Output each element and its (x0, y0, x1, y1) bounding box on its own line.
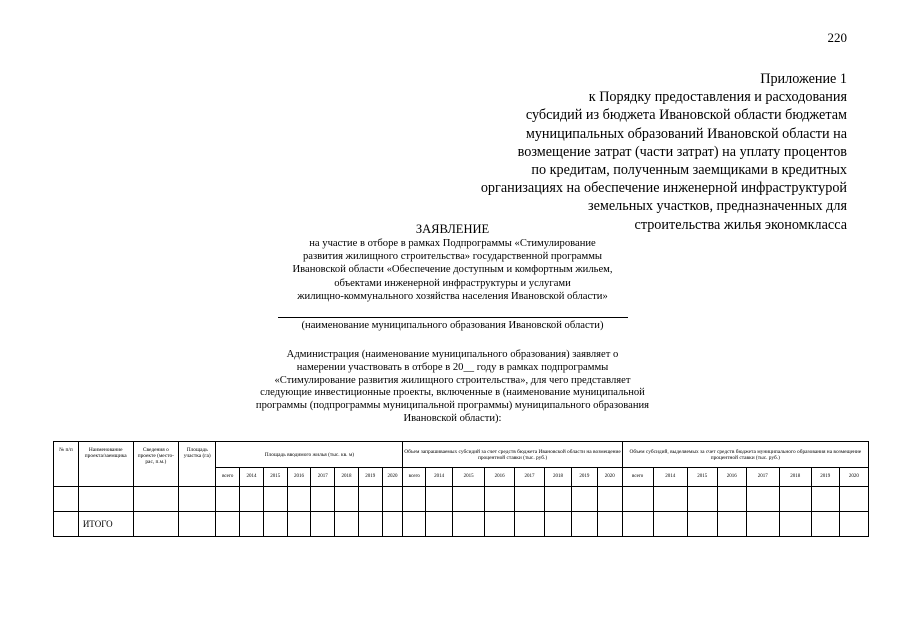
municipality-underline (278, 317, 628, 318)
header-year: 2017 (515, 468, 545, 487)
header-year: 2017 (746, 468, 779, 487)
table-cell (653, 487, 687, 512)
table-cell (133, 487, 178, 512)
header-year: 2015 (453, 468, 485, 487)
administration-text (200, 349, 705, 426)
header-year: 2016 (287, 468, 311, 487)
header-year: 2018 (779, 468, 811, 487)
header-year: 2019 (571, 468, 597, 487)
appendix-line: субсидий из бюджета Ивановской области бюджетам (525, 107, 847, 124)
table-cell (403, 512, 426, 537)
header-year: 2016 (485, 468, 515, 487)
table-cell (335, 487, 359, 512)
appendix-line: по кредитам, полученным заемщиками в кредитных (531, 162, 847, 179)
administration-line: намерении участвовать в отборе в 20__ году в рамках подпрограммы (296, 361, 609, 373)
administration-line: Ивановской области): (403, 412, 502, 424)
table-cell (179, 512, 216, 537)
header-year: 2019 (811, 468, 839, 487)
table-cell (216, 487, 240, 512)
statement-title: ЗАЯВЛЕНИЕ (415, 222, 490, 236)
table-cell (717, 487, 746, 512)
header-timing: Сведения о проекте (место-рас, п.м.) (133, 442, 178, 487)
table-cell (653, 512, 687, 537)
table-cell (382, 487, 403, 512)
header-year: 2014 (240, 468, 264, 487)
table-cell (622, 487, 653, 512)
header-subtotal: всего (403, 468, 426, 487)
table-cell (78, 487, 133, 512)
header-year: 2015 (263, 468, 287, 487)
table-cell (485, 487, 515, 512)
table-cell (571, 487, 597, 512)
total-label: ИТОГО (78, 512, 133, 537)
appendix-header (407, 70, 847, 234)
statement-block (200, 222, 705, 303)
table-cell (311, 512, 335, 537)
table-cell (335, 512, 359, 537)
table-cell (515, 512, 545, 537)
page-number: 220 (827, 30, 847, 45)
header-year: 2020 (382, 468, 403, 487)
table-cell (133, 512, 178, 537)
table-cell (453, 487, 485, 512)
municipality-caption: (наименование муниципального образования Ивановской области) (301, 320, 604, 331)
header-subtotal: всего (216, 468, 240, 487)
header-year: 2015 (687, 468, 717, 487)
header-local: Объем субсидий, выделяемых за счет средств бюджета муниципального образования на возмещение процентной ставки (тыс. руб.) (622, 442, 868, 468)
appendix-line: к Порядку предоставления и расходования (588, 89, 847, 106)
header-name: Наименование проекта/заемщика (78, 442, 133, 487)
appendix-line: строительства жилья экономкласса (634, 216, 847, 233)
header-year: 2020 (839, 468, 868, 487)
table-cell (287, 487, 311, 512)
table-cell (453, 512, 485, 537)
table-cell (545, 512, 572, 537)
total-row (54, 512, 869, 537)
table-cell (839, 512, 868, 537)
table-cell (779, 487, 811, 512)
statement-line: объектами инженерной инфраструктуры и услугами (334, 277, 571, 289)
table-cell (779, 512, 811, 537)
table-row (54, 487, 869, 512)
table-cell (426, 487, 453, 512)
table-cell (687, 512, 717, 537)
header-year: 2017 (311, 468, 335, 487)
table-cell (571, 512, 597, 537)
header-subtotal: всего (622, 468, 653, 487)
table-cell (687, 487, 717, 512)
table-cell (746, 512, 779, 537)
administration-line: Администрация (наименование муниципального образования) заявляет о (286, 349, 619, 360)
header-year: 2014 (426, 468, 453, 487)
appendix-line: муниципальных образований Ивановской области на (525, 125, 847, 142)
header-year: 2018 (545, 468, 572, 487)
table-cell (311, 487, 335, 512)
table-cell (811, 487, 839, 512)
table-cell (240, 487, 264, 512)
appendix-line: возмещение затрат (части затрат) на уплату процентов (517, 143, 847, 160)
table-cell (597, 512, 622, 537)
table-cell (54, 512, 79, 537)
appendix-line: организациях на обеспечение инженерной инфраструктурой (480, 180, 847, 197)
header-area: Площадь участка (га) (179, 442, 216, 487)
table-cell (287, 512, 311, 537)
header-year: 2016 (717, 468, 746, 487)
statement-line: жилищно-коммунального хозяйства населения Ивановской области» (297, 290, 608, 302)
table-cell (426, 512, 453, 537)
appendix-line: земельных участков, предназначенных для (587, 198, 847, 215)
appendix-line: Приложение 1 (760, 71, 847, 87)
administration-line: следующие инвестиционные проекты, включенные в (наименование муниципальной (260, 387, 645, 399)
table-cell (179, 487, 216, 512)
table-cell (839, 487, 868, 512)
header-housing: Площадь вводимого жилья (тыс. кв. м) (216, 442, 403, 468)
header-year: 2018 (335, 468, 359, 487)
table-cell (597, 487, 622, 512)
statement-line: развития жилищного строительства» государственной программы (302, 251, 603, 263)
header-year: 2020 (597, 468, 622, 487)
table-cell (263, 512, 287, 537)
table-cell (403, 487, 426, 512)
table-cell (515, 487, 545, 512)
table-cell (263, 487, 287, 512)
header-year: 2019 (358, 468, 382, 487)
statement-line: на участие в отборе в рамках Подпрограммы «Стимулирование (309, 238, 596, 249)
header-year: 2014 (653, 468, 687, 487)
table-cell (717, 512, 746, 537)
table-cell (485, 512, 515, 537)
table-cell (382, 512, 403, 537)
administration-line: «Стимулирование развития жилищного строительства», для чего представляет (274, 374, 631, 386)
table-cell (358, 512, 382, 537)
table-cell (811, 512, 839, 537)
table-cell (54, 487, 79, 512)
table-cell (545, 487, 572, 512)
table-cell (622, 512, 653, 537)
table-cell (240, 512, 264, 537)
statement-line: Ивановской области «Обеспечение доступным и комфортным жильем, (292, 264, 613, 276)
header-regional: Объем запрашиваемых субсидий за счет средств бюджета Ивановской области на возмещение процентной ставки (тыс. руб.) (403, 442, 622, 468)
projects-table (53, 441, 869, 537)
table-cell (216, 512, 240, 537)
statement-lines (200, 237, 705, 303)
table-cell (746, 487, 779, 512)
table-cell (358, 487, 382, 512)
administration-line: программы (подпрограммы муниципальной программы) муниципального образования (255, 400, 650, 412)
header-num: № п/п (54, 442, 79, 487)
